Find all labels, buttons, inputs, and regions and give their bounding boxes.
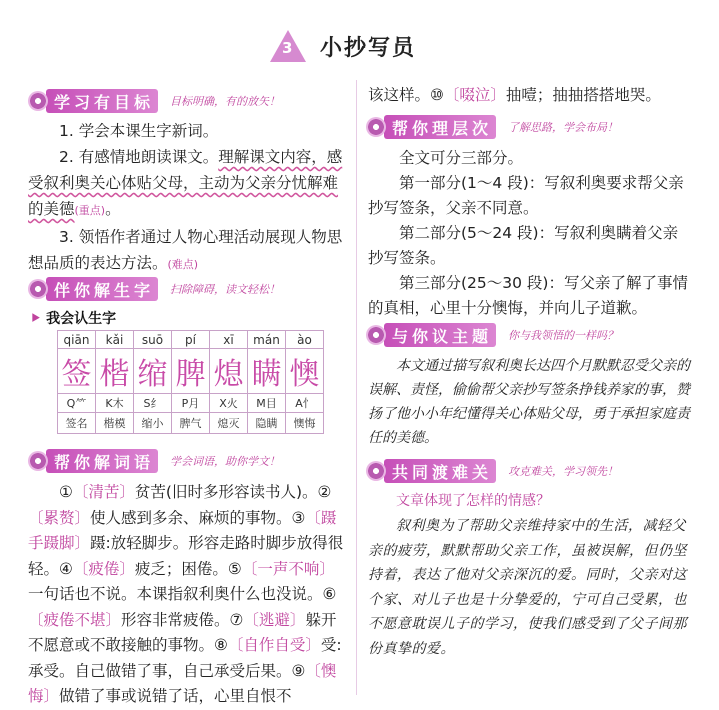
structure-part-1: 第一部分(1～4 段)：写叙利奥要求帮父亲抄写签条，父亲不同意。 [368,174,684,217]
difficulty-section [366,458,688,484]
section-label-chars: 伴你解生字 [46,277,158,301]
structure-section [366,114,688,140]
vocab-text: ①〔清苦〕贫苦(旧时多形容读书人)。②〔累赘〕使人感到多余、麻烦的事物。③〔蹑手蹑脚〕蹑:放轻脚步。形容走路时脚步放得很轻。④〔疲倦〕疲乏；困倦。⑤〔一声不响〕一句话也不说。本课指叙利奥什么也没说。⑥〔疲倦不堪〕形容非常疲倦。⑦〔逃避〕躲开不愿意或不敢接触的事物。⑧〔自作自受〕受:承受。自己做错了事，自己承受后果。⑨〔懊悔〕做错了事或说错了话，心里自恨不 [28,483,344,705]
lesson-title: 小抄写员 [320,35,417,61]
structure-part-2: 第二部分(5～24 段)：写叙利奥瞒着父亲抄写签条。 [368,224,679,267]
flower-icon [28,91,48,111]
section-tag-theme: 你与我领悟的一样吗？ [508,329,619,342]
pinyin-row: qiān kǎi suō pí xī mán ào [58,331,324,349]
structure-text [368,146,690,321]
chars-subtitle: ⯈ 我会认生字 [30,311,117,327]
chars-section [28,276,346,302]
section-tag-vocab: 学会词语，助你学文！ [170,455,281,468]
theme-section [366,322,688,348]
section-label-theme: 与你议主题 [384,323,496,347]
section-tag-structure: 了解思路，学会布局！ [508,121,619,134]
section-label-goals: 学习有目标 [46,89,158,113]
section-tag-difficulty: 攻克难关，学习领先！ [508,465,619,478]
section-tag-chars: 扫除障碍，读文轻松！ [170,283,281,296]
difficulty-question: 文章体现了怎样的情感？ [396,493,550,509]
flower-icon [366,461,386,481]
section-label-difficulty: 共同渡难关 [384,459,496,483]
section-label-structure: 帮你理层次 [384,115,496,139]
flower-icon [366,117,386,137]
goal-item-2: 2. 有感情地朗读课文。理解课文内容，感受叙利奥关心体贴父母，主动为父亲分忧解难的美德(重点)。 [28,148,343,218]
section-tag-goals: 目标明确，有的放矢！ [170,95,281,108]
theme-text: 本文通过描写叙利奥长达四个月默默忍受父亲的误解、责怪，偷偷帮父亲抄写签条挣钱养家的事，赞扬了他小小年纪懂得关心体贴父母，勇于承担家庭责任的美德。 [368,358,690,446]
radical-row: Q⺮ K木 S纟 P月 X火 M目 A忄 [58,394,324,413]
goal-item-3: 3. 领悟作者通过人物心理活动展现人物思想品质的表达方法。(难点) [28,228,343,272]
column-divider [356,80,357,695]
flower-icon [28,451,48,471]
goal-item-1: 1. 学会本课生字新词。 [59,122,219,140]
flower-icon [366,325,386,345]
structure-intro: 全文可分三部分。 [399,149,524,167]
flower-icon [28,279,48,299]
character-table [57,330,324,434]
difficulty-answer: 叙利奥为了帮助父亲维持家中的生活，减轻父亲的疲劳，默默帮助父亲工作，虽被误解，但仍坚持着，表达了他对父亲深沉的爱。同时，父亲对这个家、对儿子也是十分挚爱的，宁可自己受累，也不愿意耽误儿子的学习，使我们感受到了父子间那份真挚的爱。 [368,518,687,657]
lesson-header [270,28,416,64]
goals-list [28,118,346,278]
structure-part-3: 第三部分(25～30 段)：写父亲了解了事情的真相，心里十分懊悔，并向儿子道歉。 [368,274,688,317]
section-label-vocab: 帮你解词语 [46,449,158,473]
lesson-number-badge: 3 [270,30,306,62]
vocab-continuation: 该这样。⑩〔啜泣〕抽噎；抽抽搭搭地哭。 [368,86,661,104]
word-row: 签名 楷模 缩小 脾气 熄灭 隐瞒 懊悔 [58,413,324,434]
character-row: 签 楷 缩 脾 熄 瞒 懊 [58,349,324,394]
vocab-section [28,448,346,474]
goals-section [28,88,346,114]
